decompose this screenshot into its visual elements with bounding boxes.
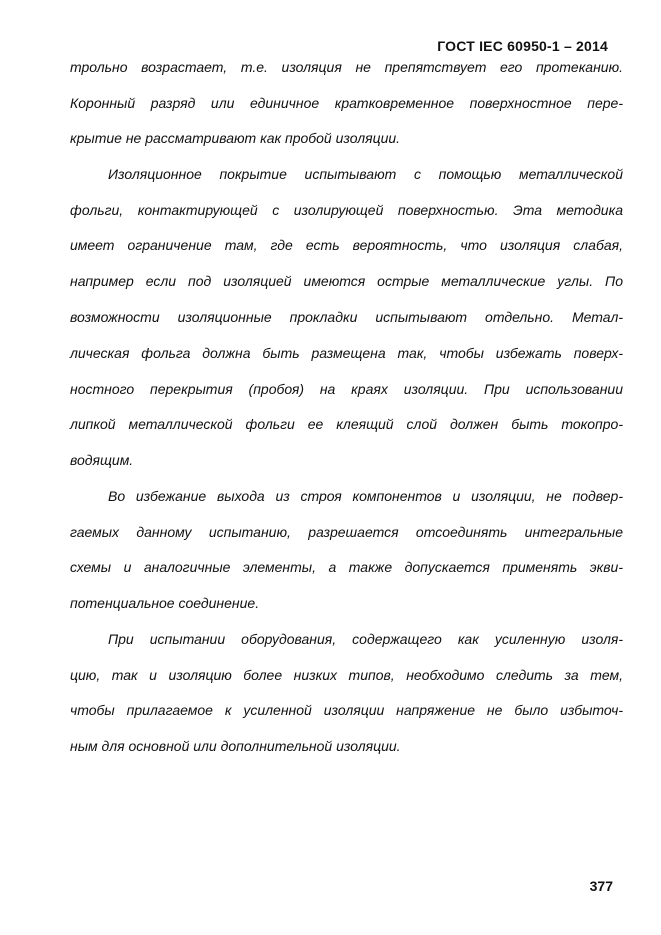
text-line: Во избежание выхода из строя компонентов и изоляции, не подвер- — [108, 488, 623, 504]
text-line: потенциальное соединение. — [70, 595, 260, 611]
text-line: Изоляционное покрытие испытывают с помощью металлической — [108, 166, 623, 182]
text-line: имеет ограничение там, где есть вероятность, что изоляция слабая, — [70, 237, 623, 253]
text-line: цию, так и изоляцию более низких типов, необходимо следить за тем, — [70, 667, 623, 683]
text-line: схемы и аналогичные элементы, а также допускается применять экви- — [70, 559, 623, 575]
text-line: например если под изоляцией имеются острые металлические углы. По — [70, 273, 623, 289]
text-line: Коронный разряд или единичное кратковременное поверхностное пере- — [70, 95, 623, 111]
page-number: 377 — [589, 878, 613, 894]
text-line: лическая фольга должна быть размещена так, чтобы избежать поверх- — [70, 345, 623, 361]
text-line: гаемых данному испытанию, разрешается отсоединять интегральные — [70, 524, 623, 540]
text-line: крытие не рассматривают как пробой изоляции. — [70, 130, 401, 146]
document-header: ГОСТ IEC 60950-1 – 2014 — [437, 38, 608, 54]
text-line: ным для основной или дополнительной изоляции. — [70, 738, 401, 754]
text-line: водящим. — [70, 452, 134, 468]
text-line: ностного перекрытия (пробоя) на краях изоляции. При использовании — [70, 381, 623, 397]
text-line: При испытании оборудования, содержащего как усиленную изоля- — [108, 631, 623, 647]
text-line: возможности изоляционные прокладки испытывают отдельно. Метал- — [70, 309, 623, 325]
text-line: трольно возрастает, т.е. изоляция не препятствует его протеканию. — [70, 59, 623, 75]
text-line: чтобы прилагаемое к усиленной изоляции напряжение не было избыточ- — [70, 702, 623, 718]
text-line: фольги, контактирующей с изолирующей поверхностью. Эта методика — [70, 202, 623, 218]
text-line: липкой металлической фольги ее клеящий слой должен быть токопро- — [70, 416, 623, 432]
